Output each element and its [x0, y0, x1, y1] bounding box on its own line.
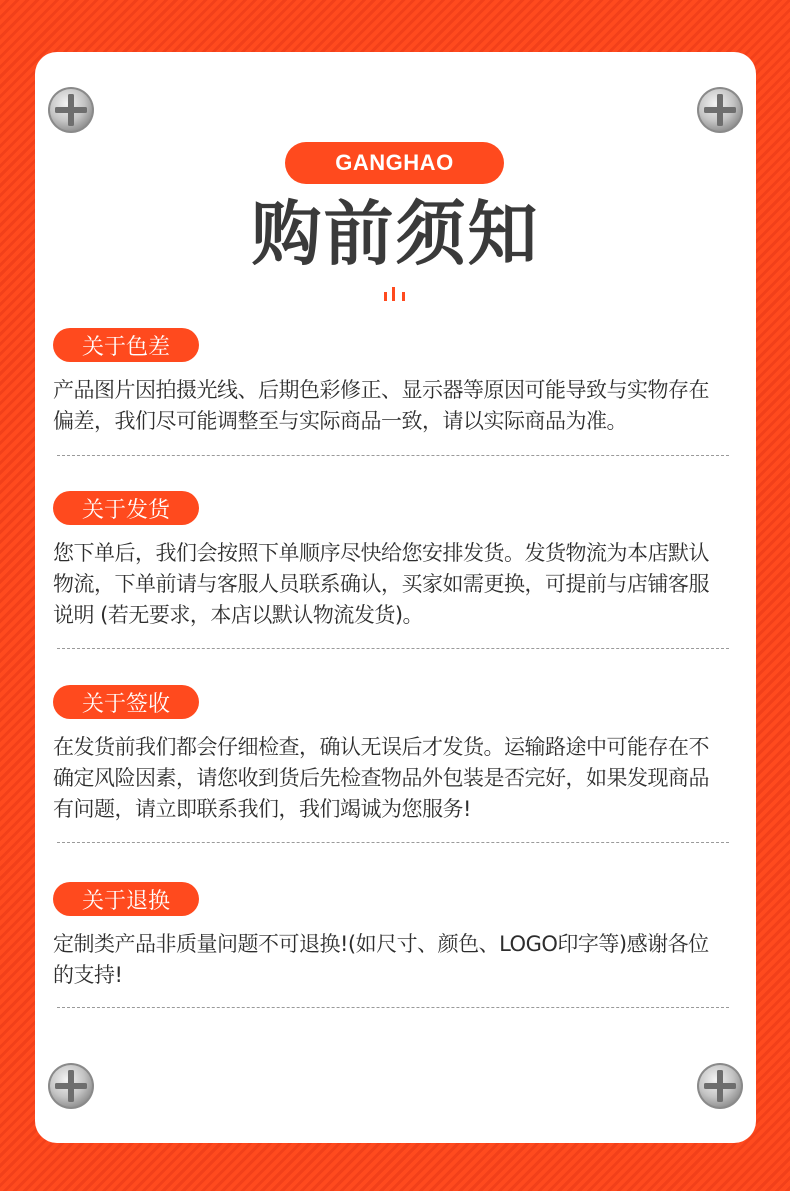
section-divider [57, 1007, 729, 1008]
section-divider [57, 842, 729, 843]
section-tag: 关于发货 [53, 491, 199, 525]
page-title: 购前须知 [251, 193, 540, 275]
section-body: 产品图片因拍摄光线、后期色彩修正、显示器等原因可能导致与实物存在偏差，我们尽可能调整至与实际商品一致，请以实际商品为准。 [53, 378, 709, 433]
section-tag: 关于色差 [53, 328, 199, 362]
section-shipping [53, 491, 728, 631]
screw-icon [47, 86, 95, 134]
section-body: 在发货前我们都会仔细检查，确认无误后才发货。运输路途中可能存在不确定风险因素，请您收到货后先检查物品外包装是否完好，如果发现商品有问题，请立即联系我们，我们竭诚为您服务! [53, 735, 709, 821]
section-body: 定制类产品非质量问题不可退换!(如尺寸、颜色、LOGO印字等)感谢各位的支持! [53, 932, 709, 987]
section-tag: 关于签收 [53, 685, 199, 719]
section-divider [57, 648, 729, 649]
screw-icon [696, 86, 744, 134]
brand-badge: GANGHAO [285, 142, 504, 184]
section-receipt [53, 685, 728, 825]
section-color-difference [53, 328, 728, 437]
title-accent-icon [382, 287, 412, 307]
screw-icon [696, 1062, 744, 1110]
screw-icon [47, 1062, 95, 1110]
section-tag: 关于退换 [53, 882, 199, 916]
section-divider [57, 455, 729, 456]
section-body: 您下单后，我们会按照下单顺序尽快给您安排发货。发货物流为本店默认物流，下单前请与客服人员联系确认，买家如需更换，可提前与店铺客服说明 (若无要求，本店以默认物流发货)。 [53, 541, 709, 627]
notice-card [35, 52, 756, 1143]
section-returns [53, 882, 728, 991]
